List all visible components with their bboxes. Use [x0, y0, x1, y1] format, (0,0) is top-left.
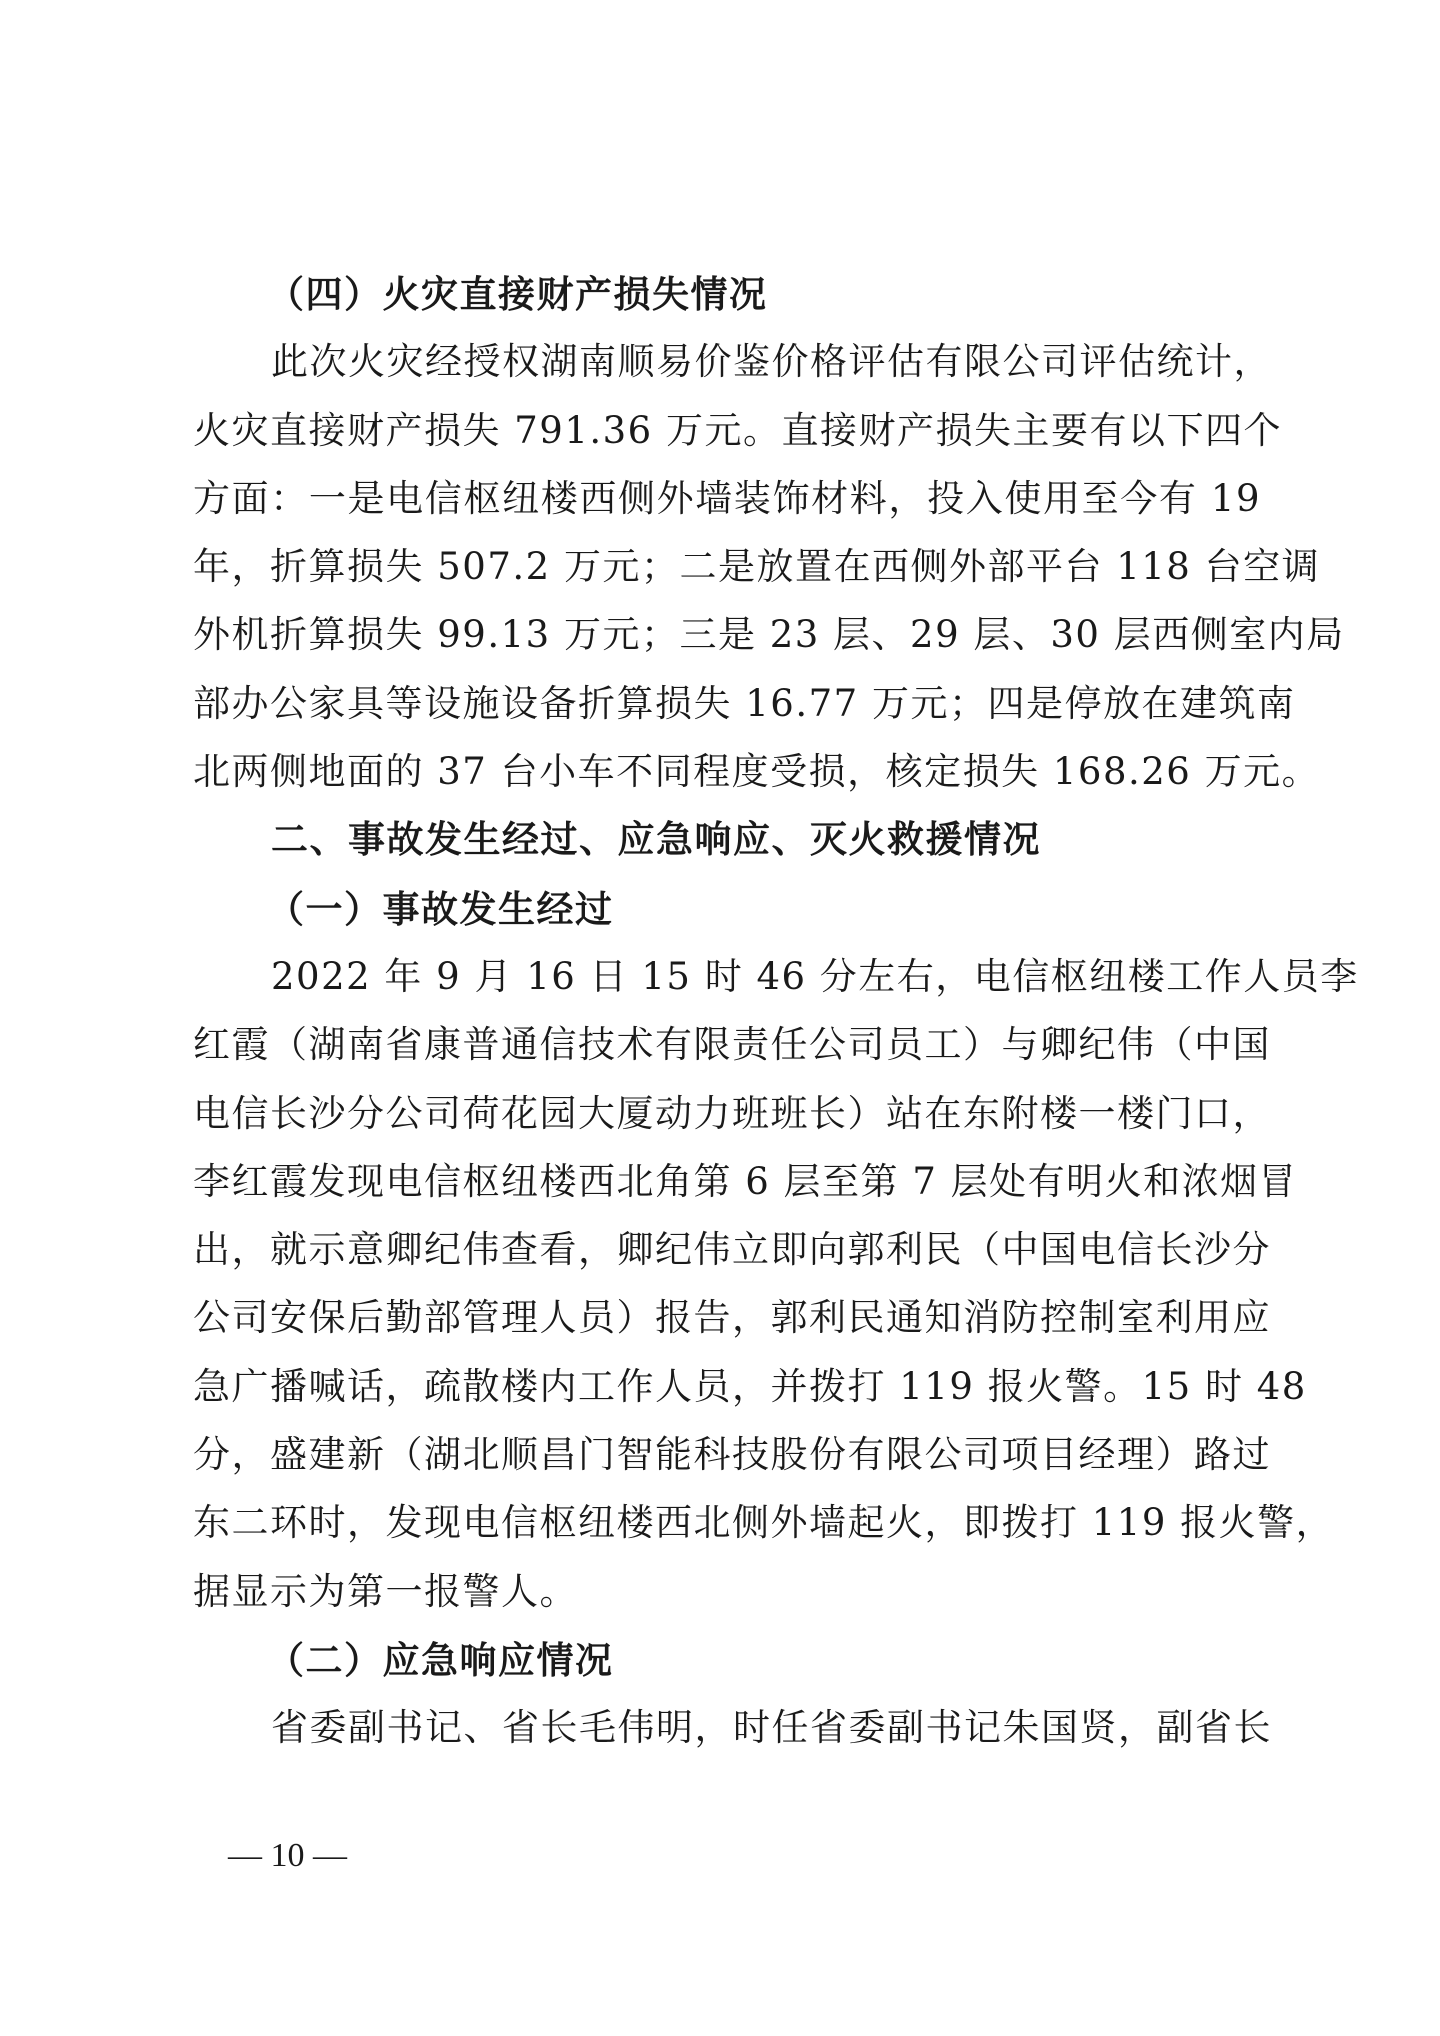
- body-text: [193, 260, 1359, 1763]
- paragraph-line: 分，盛建新（湖北顺昌门智能科技股份有限公司项目经理）路过: [193, 1433, 1271, 1477]
- paragraph-line: 红霞（湖南省康普通信技术有限责任公司员工）与卿纪伟（中国: [193, 1023, 1271, 1067]
- paragraph-line: 电信长沙分公司荷花园大厦动力班班长）站在东附楼一楼门口，: [193, 1091, 1271, 1135]
- chapter-heading-incident: 二、事故发生经过、应急响应、灭火救援情况: [271, 818, 1041, 862]
- paragraph-line: 2022 年 9 月 16 日 15 时 46 分左右，电信枢纽楼工作人员李: [271, 954, 1359, 998]
- paragraph-line: 公司安保后勤部管理人员）报告，郭利民通知消防控制室利用应: [193, 1296, 1271, 1340]
- paragraph-line: 急广播喊话，疏散楼内工作人员，并拨打 119 报火警。15 时 48: [193, 1364, 1307, 1408]
- paragraph-line: 东二环时，发现电信枢纽楼西北侧外墙起火，即拨打 119 报火警，: [193, 1501, 1335, 1545]
- paragraph-line: 据显示为第一报警人。: [193, 1569, 578, 1613]
- paragraph-line: 外机折算损失 99.13 万元；三是 23 层、29 层、30 层西侧室内局: [193, 613, 1345, 657]
- paragraph-line: 部办公家具等设施设备折算损失 16.77 万元；四是停放在建筑南: [193, 681, 1296, 725]
- page-number: — 10 —: [228, 1837, 347, 1874]
- paragraph-line: 火灾直接财产损失 791.36 万元。直接财产损失主要有以下四个: [193, 408, 1282, 452]
- paragraph-line: 方面：一是电信枢纽楼西侧外墙装饰材料，投入使用至今有 19: [193, 476, 1261, 520]
- paragraph-line: 出，就示意卿纪伟查看，卿纪伟立即向郭利民（中国电信长沙分: [193, 1228, 1271, 1272]
- paragraph-line: 此次火灾经授权湖南顺易价鉴价格评估有限公司评估统计，: [271, 340, 1272, 384]
- paragraph-line: 年，折算损失 507.2 万元；二是放置在西侧外部平台 118 台空调: [193, 545, 1321, 589]
- paragraph-line: 北两侧地面的 37 台小车不同程度受损，核定损失 168.26 万元。: [193, 750, 1321, 794]
- section-heading-emergency-response: （二）应急响应情况: [267, 1637, 614, 1682]
- section-heading-property-loss: （四）火灾直接财产损失情况: [267, 272, 768, 316]
- paragraph-line: 省委副书记、省长毛伟明，时任省委副书记朱国贤，副省长: [271, 1706, 1272, 1750]
- section-heading-incident-course: （一）事故发生经过: [267, 886, 614, 931]
- paragraph-line: 李红霞发现电信枢纽楼西北角第 6 层至第 7 层处有明火和浓烟冒: [193, 1159, 1298, 1203]
